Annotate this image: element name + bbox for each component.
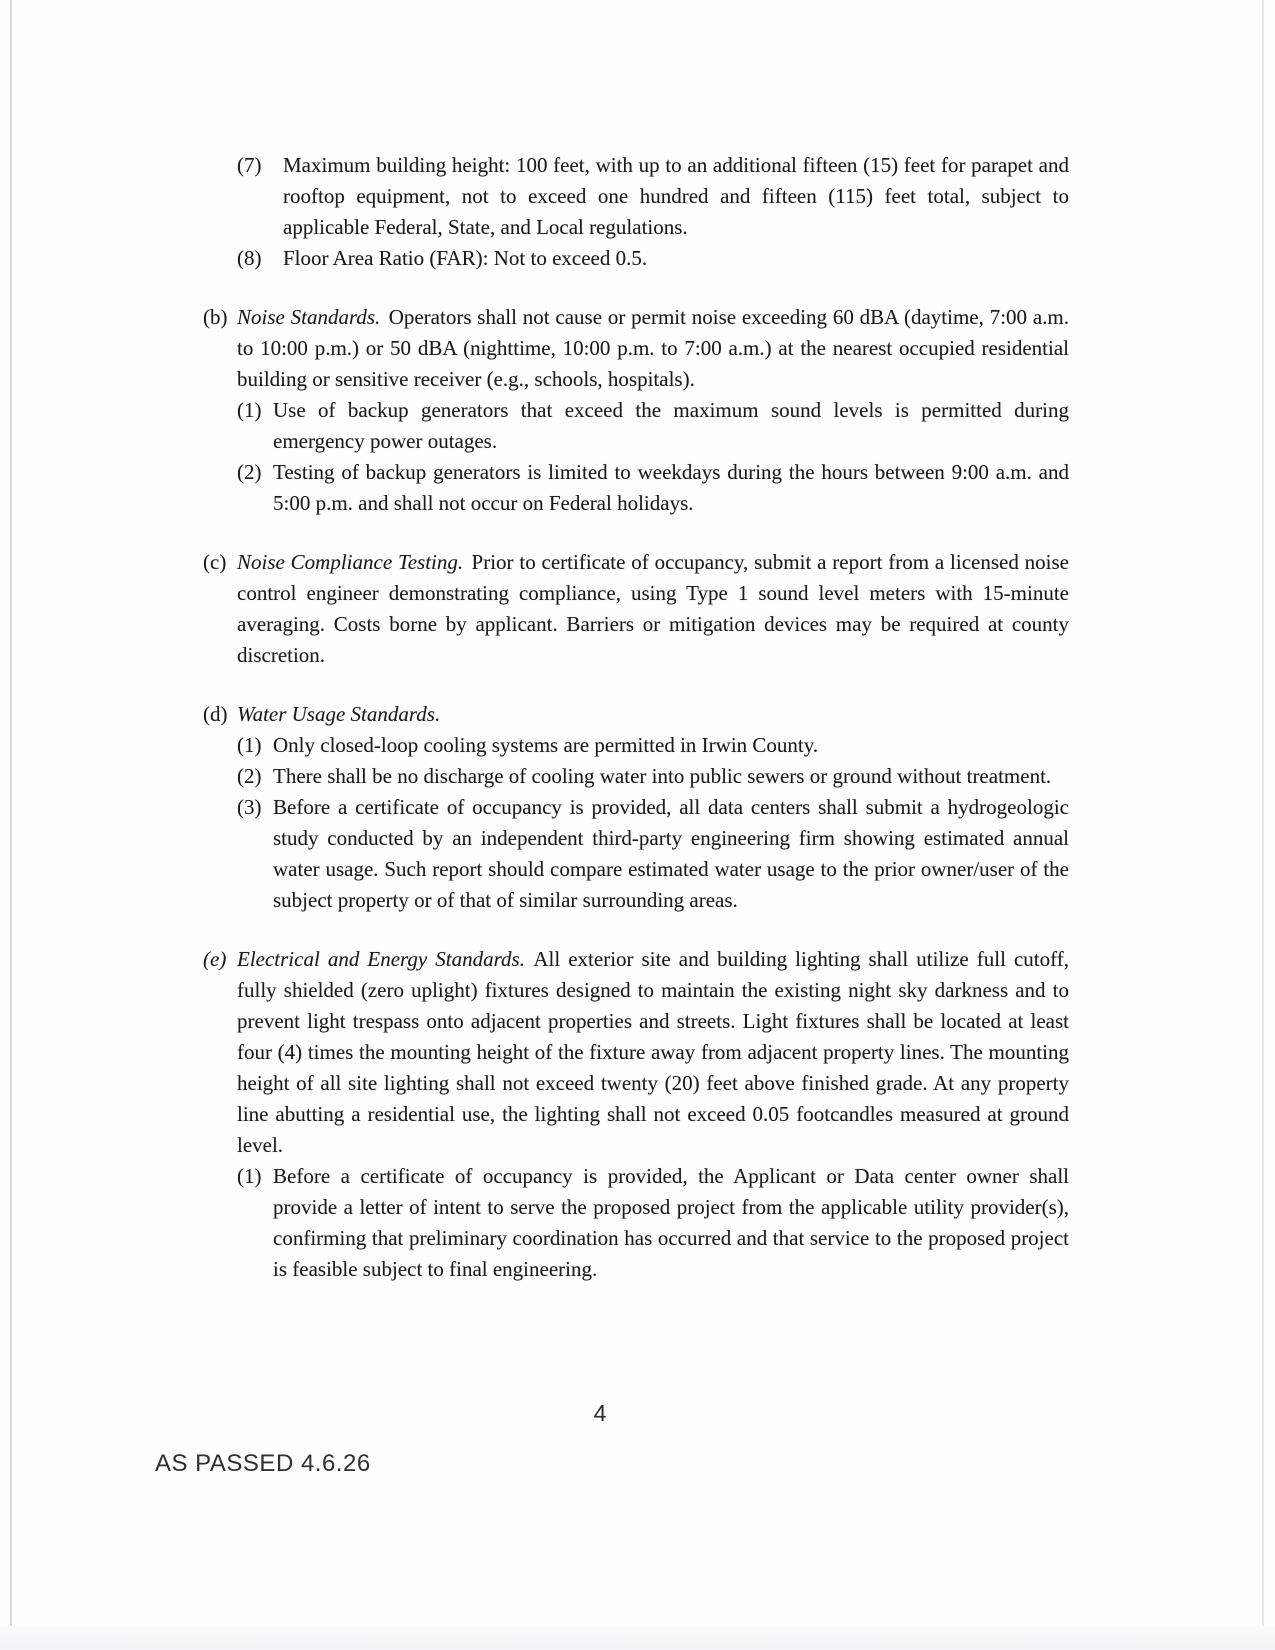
document-body	[203, 150, 1069, 1285]
ordinance-items-7-8	[237, 150, 1069, 274]
subitem-number: (2)	[237, 764, 262, 788]
subitem-1	[237, 395, 1069, 457]
section-body: All exterior site and building lighting shall utilize full cutoff, fully shielded (zero uplight) fixtures designed to maintain the existing night sky darkness and to prevent light trespass onto adjacent properties and streets. Light fixtures shall be located at least four (4) times the mounting height of the fixture away from adjacent property lines. The mounting height of all site lighting shall not exceed twenty (20) feet above finished grade. At any property line abutting a residential use, the lighting shall not exceed 0.05 footcandles measured at ground level.	[237, 947, 1070, 1157]
section-paragraph	[203, 547, 1069, 671]
subitem-text: Testing of backup generators is limited to weekdays during the hours between 9:00 a.m. and 5:00 p.m. and shall not occur on Federal holidays.	[273, 460, 1069, 515]
subitem-1	[237, 730, 1069, 761]
section-label: (d)	[203, 702, 228, 726]
section-body: Operators shall not cause or permit noise exceeding 60 dBA (daytime, 7:00 a.m. to 10:00 p.m.) or 50 dBA (nighttime, 10:00 p.m. to 7:00 a.m.) at the nearest occupied residential building or sensitive receiver (e.g., schools, hospitals).	[237, 305, 1069, 391]
section-heading: Water Usage Standards.	[237, 702, 441, 726]
section-subitems	[237, 395, 1069, 519]
subitem-2	[237, 457, 1069, 519]
subitem-number: (1)	[237, 733, 262, 757]
section-noise-standards	[203, 302, 1069, 519]
ordinance-item-7	[237, 150, 1069, 243]
section-noise-compliance-testing	[203, 547, 1069, 671]
subitem-text: Before a certificate of occupancy is provided, all data centers shall submit a hydrogeologic study conducted by an independent third-party engineering firm showing estimated annual water usage. Such report should compare estimated water usage to the prior owner/user of the subject property or of that of similar surrounding areas.	[273, 795, 1069, 912]
ordinance-item-8	[237, 243, 1069, 274]
subitem-text: Before a certificate of occupancy is provided, the Applicant or Data center owner shall provide a letter of intent to serve the proposed project from the applicable utility provider(s), confirming that preliminary coordination has occurred and that service to the proposed project is feasible subject to final engineering.	[273, 1164, 1069, 1281]
section-heading: Noise Standards.	[237, 305, 381, 329]
subitem-1	[237, 1161, 1069, 1285]
section-label: (e)	[203, 947, 227, 971]
subitem-text: Use of backup generators that exceed the maximum sound levels is permitted during emergency power outages.	[273, 398, 1069, 453]
section-water-usage-standards	[203, 699, 1069, 916]
subitem-3	[237, 792, 1069, 916]
page-number: 4	[593, 1400, 607, 1426]
page-edge-left	[10, 0, 12, 1650]
section-paragraph	[203, 302, 1069, 395]
section-body: Prior to certificate of occupancy, submit a report from a licensed noise control engineer demonstrating compliance, using Type 1 sound level meters with 15-minute averaging. Costs borne by applicant. Barriers or mitigation devices may be required at county discretion.	[237, 550, 1069, 667]
section-electrical-energy-standards	[203, 944, 1069, 1285]
subitem-number: (1)	[237, 398, 262, 422]
section-paragraph	[203, 699, 1069, 730]
as-passed-stamp: AS PASSED 4.6.26	[155, 1450, 371, 1477]
section-label: (b)	[203, 305, 228, 329]
subitem-number: (2)	[237, 460, 262, 484]
section-label: (c)	[203, 550, 227, 574]
section-heading: Electrical and Energy Standards.	[237, 947, 525, 971]
section-paragraph	[203, 944, 1069, 1161]
subitem-2	[237, 761, 1069, 792]
section-text	[237, 944, 1069, 1161]
item-number: (8)	[237, 246, 262, 270]
page-edge-right	[1262, 0, 1264, 1650]
section-text	[237, 547, 1069, 671]
subitem-number: (1)	[237, 1164, 262, 1188]
scan-bottom-shadow	[0, 1626, 1275, 1650]
section-heading: Noise Compliance Testing.	[237, 550, 464, 574]
item-text: Floor Area Ratio (FAR): Not to exceed 0.5.	[283, 246, 648, 270]
subitem-text: Only closed-loop cooling systems are permitted in Irwin County.	[273, 733, 819, 757]
section-subitems	[237, 730, 1069, 916]
subitem-number: (3)	[237, 795, 262, 819]
subitem-text: There shall be no discharge of cooling water into public sewers or ground without treatment.	[273, 764, 1052, 788]
section-subitems	[237, 1161, 1069, 1285]
item-number: (7)	[237, 153, 262, 177]
section-text	[237, 699, 1069, 730]
section-text	[237, 302, 1069, 395]
item-text: Maximum building height: 100 feet, with up to an additional fifteen (15) feet for parapet and rooftop equipment, not to exceed one hundred and fifteen (115) feet total, subject to applicable Federal, State, and Local regulations.	[283, 153, 1069, 239]
